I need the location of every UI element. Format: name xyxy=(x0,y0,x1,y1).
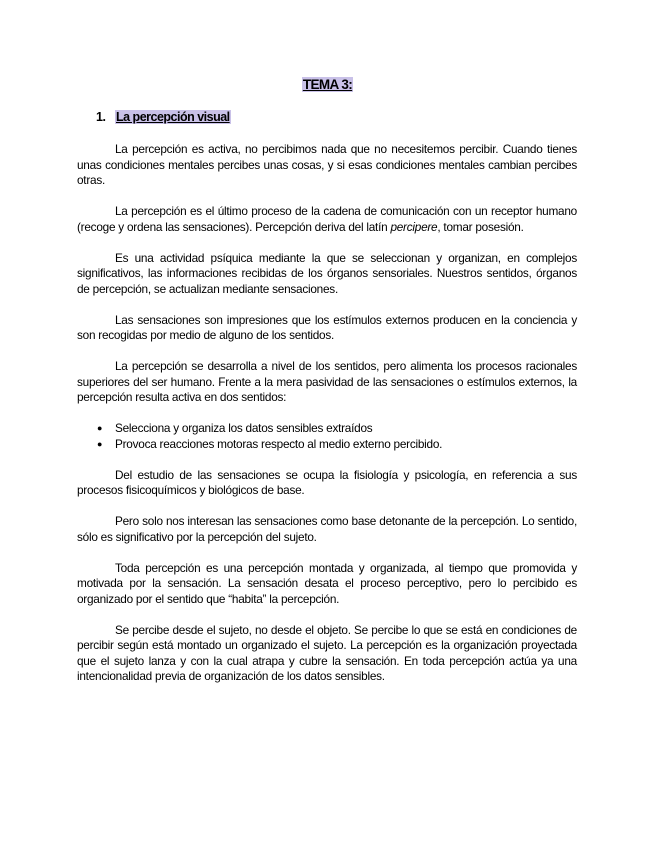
paragraph: Del estudio de las sensaciones se ocupa la fisiología y psicología, en referencia a sus procesos fisicoquímicos y biológicos de base. xyxy=(77,467,577,497)
paragraph-text: , tomar posesión. xyxy=(437,219,524,234)
paragraph xyxy=(77,204,577,235)
document-title: TEMA 3: xyxy=(302,77,353,92)
paragraph: La percepción es activa, no percibimos nada que no necesitemos percibir. Cuando tienes unas condiciones mentales percibes unas cosas, y si esas condiciones mentales cambian percibes otras. xyxy=(77,142,577,187)
title-row xyxy=(0,76,655,94)
list-item xyxy=(97,436,577,453)
list-item xyxy=(97,421,577,437)
section-number: 1. xyxy=(96,110,106,124)
paragraph: Pero solo nos interesan las sensaciones como base detonante de la percepción. Lo sentido, sólo es significativo por la percepción del sujeto. xyxy=(77,514,577,544)
bullet-icon: ● xyxy=(97,423,103,433)
list-item-text: Provoca reacciones motoras respecto al medio externo percibido. xyxy=(115,436,443,451)
paragraph-text: La percepción es el último proceso de la cadena de comunicación con un receptor humano (recoge y ordena las sensaciones). Percepción deriva del latín xyxy=(77,204,577,234)
bullet-list xyxy=(77,421,577,452)
list-item-text: Selecciona y organiza los datos sensibles extraídos xyxy=(115,421,373,435)
paragraph: Toda percepción es una percepción montada y organizada, al tiempo que promovida y motivada por la sensación. La sensación desata el proceso perceptivo, pero lo percibido es organizado por el sentido que “habita” la percepción. xyxy=(77,560,577,606)
bullet-icon: ● xyxy=(97,438,103,449)
paragraph: Las sensaciones son impresiones que los estímulos externos producen en la conciencia y son recogidas por medio de alguno de los sentidos. xyxy=(77,312,577,342)
paragraph: Se percibe desde el sujeto, no desde el objeto. Se percibe lo que se está en condiciones de percibir según está montado un organizado el sujeto. La percepción es la organización proyectada que el sujeto lanza y con la cual atrapa y cubre la sensación. En toda percepción actúa ya una intencionalidad previa de organización de los datos sensibles. xyxy=(77,622,577,683)
paragraph: La percepción se desarrolla a nivel de los sentidos, pero alimenta los procesos racionales superiores del ser humano. Frente a la mera pasividad de las sensaciones o estímulos externos, la percepción resulta activa en dos sentidos: xyxy=(77,359,577,404)
document-body xyxy=(77,142,577,700)
latin-term: percipere xyxy=(390,219,438,234)
section-heading xyxy=(96,110,231,124)
paragraph: Es una actividad psíquica mediante la que se seleccionan y organizan, en complejos significativos, las informaciones recibidas de los órganos sensoriales. Nuestros sentidos, órganos de percepción, se actualizan mediante sensaciones. xyxy=(77,250,577,296)
section-label: La percepción visual xyxy=(116,110,230,124)
